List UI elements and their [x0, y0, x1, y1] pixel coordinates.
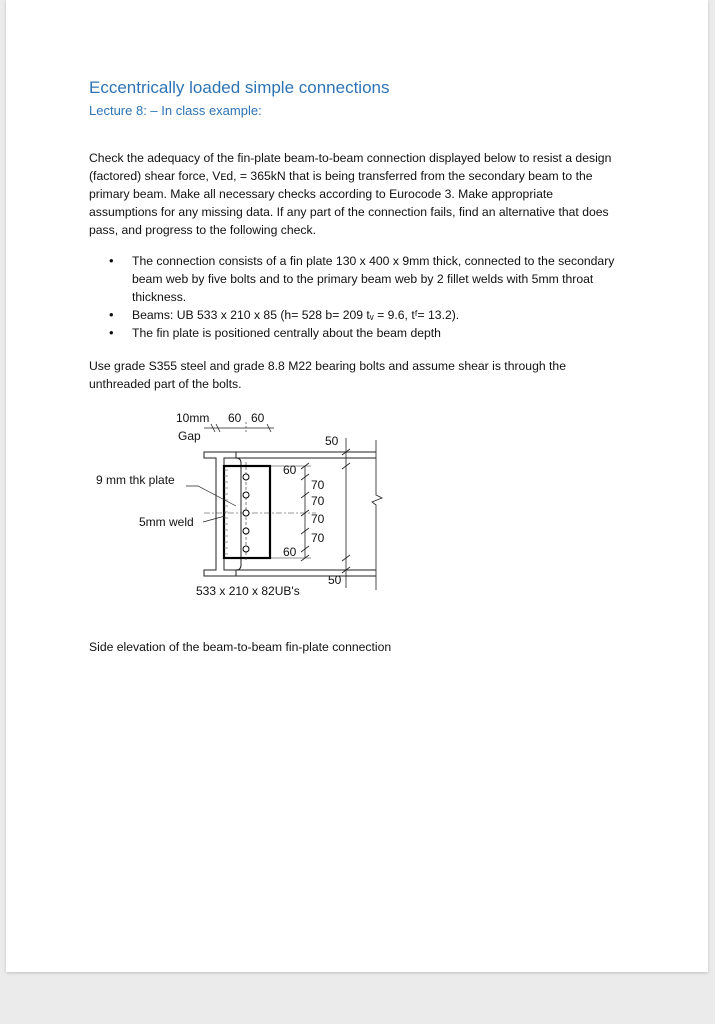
document-subtitle: Lecture 8: – In class example:: [89, 103, 262, 118]
dim-60-bottom: 60: [283, 545, 297, 559]
gap-label-gap: Gap: [178, 429, 201, 443]
document-title: Eccentrically loaded simple connections: [89, 78, 390, 97]
dim-60-top: 60: [283, 463, 297, 477]
list-item: • Beams: UB 533 x 210 x 85 (h= 528 b= 209 tᵥ = 9.6, tᶠ= 13.2).: [89, 306, 619, 324]
material-statement: Use grade S355 steel and grade 8.8 M22 bearing bolts and assume shear is through the unthreaded part of the bolts.: [89, 359, 566, 391]
dim-70-2: 70: [311, 494, 325, 508]
bolt-5: [243, 546, 249, 552]
dim-50-bottom: 50: [328, 573, 342, 587]
section-label: 533 x 210 x 82UB's: [196, 584, 300, 598]
bolt-4: [243, 528, 249, 534]
weld-label: 5mm weld: [139, 515, 194, 529]
dim-50-top: 50: [325, 434, 339, 448]
list-item: • The fin plate is positioned centrally about the beam depth: [89, 324, 619, 342]
bolt-2: [243, 492, 249, 498]
bolt-1: [243, 474, 249, 480]
dim-70-1: 70: [311, 478, 325, 492]
connection-diagram: [86, 400, 396, 605]
bolt-3: [243, 510, 249, 516]
dim-60-b: 60: [251, 411, 265, 425]
dim-60-a: 60: [228, 411, 242, 425]
dim-70-4: 70: [311, 531, 325, 545]
figure-caption: Side elevation of the beam-to-beam fin-plate connection: [89, 640, 392, 654]
gap-label-10mm: 10mm: [176, 411, 210, 425]
plate-label: 9 mm thk plate: [96, 473, 175, 487]
document-page: [6, 0, 708, 972]
connection-details-list: [89, 252, 619, 342]
problem-statement: Check the adequacy of the fin-plate beam-to-beam connection displayed below to resist a design (factored) shear force, Vᴇd, = 365kN that is being transferred from the secondary beam to the primary beam. Make all necessary checks according to Eurocode 3. Make appropriate assumptions for any missing data. If any part of the connection fails, find an alternative that does pass, and progress to the following check.: [89, 151, 612, 237]
list-item: • The connection consists of a fin plate 130 x 400 x 9mm thick, connected to the secondary beam web by five bolts and to the primary beam web by 2 fillet welds with 5mm throat thickness.: [89, 252, 619, 306]
dim-70-3: 70: [311, 512, 325, 526]
